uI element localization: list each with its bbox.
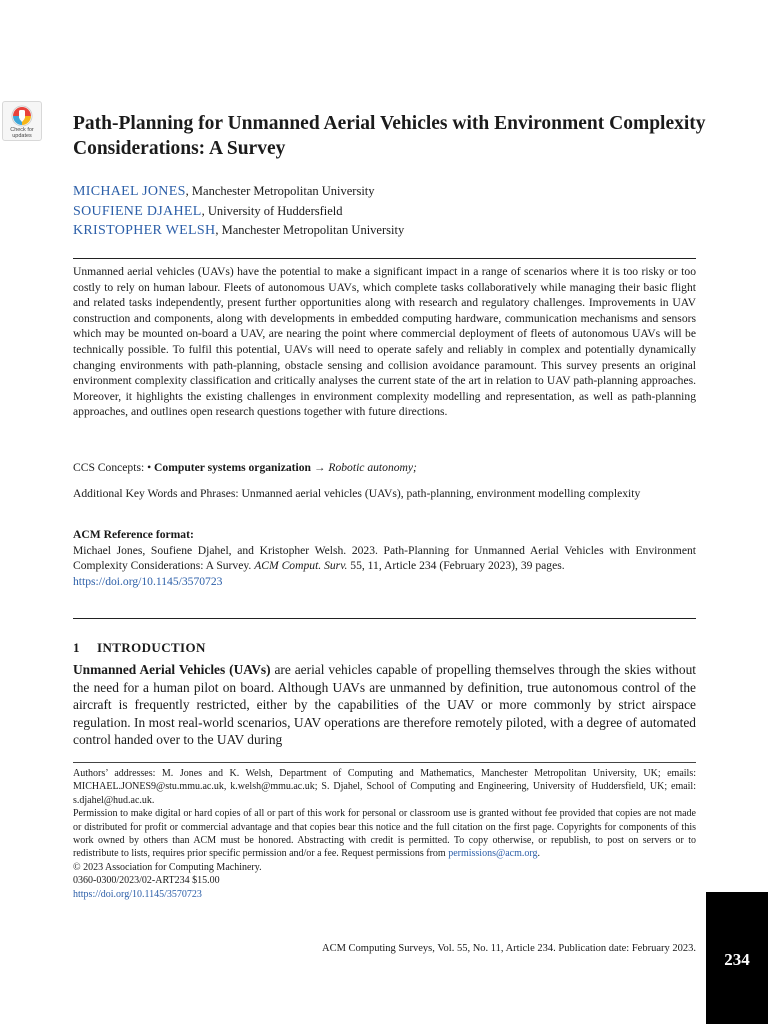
abstract: Unmanned aerial vehicles (UAVs) have the potential to make a significant impact in a range of scenarios where it is too risky or too costly to rely on human labour. Fleets of autonomous UAVs, which complete tasks collaboratively while managing their basic flight and related tasks independently, present further opportunities along with research and regulatory challenges. Improvements in UAV construction and components, along with developments in embedded computing hardware, communication mechanisms and sensors which may be mounted on-board a UAV, are nearing the point where commercial deployment of fleets of autonomous UAVs will be technically possible. To fulfil this potential, UAVs will need to operate safely and reliably in complex and potentially dynamically changing environments with path-planning, obstacle sensing and collision avoidance paramount. This survey presents an original environment complexity classification and critically analyses the current state of the art in relation to UAV path-planning approaches. Moreover, it highlights the existing challenges in environment complexity modelling and representation, as well as path-planning approaches, and outlines open research questions together with future directions. (73, 265, 696, 419)
acm-reference-text (73, 543, 696, 574)
copyright-line: © 2023 Association for Computing Machinery. (73, 861, 262, 873)
top-rule (73, 258, 696, 259)
author-name[interactable]: SOUFIENE DJAHEL (73, 203, 202, 219)
reference-details: 55, 11, Article 234 (February 2023), 39 pages. (347, 559, 565, 573)
reference-journal: ACM Comput. Surv. (254, 559, 348, 573)
acm-reference-heading: ACM Reference format: (73, 528, 194, 541)
section-number: 1 (73, 640, 80, 655)
intro-text: are aerial vehicles capable of propelling themselves through the skies without the need for a human pilot on board. Although UAVs are unmanned by definition, true autonomous control of the aircraft is frequently restricted, either by the capabilities of the UAV or more commonly by strict airspace regulation. In most real-world scenarios, UAV operations are therefore remotely piloted, with a degree of automated control handed over to the UAV during (73, 662, 696, 748)
footnote-doi-link[interactable]: https://doi.org/10.1145/3570723 (73, 888, 202, 900)
footnote-rule (73, 762, 696, 763)
keywords: Additional Key Words and Phrases: Unmanned aerial vehicles (UAVs), path-planning, environment modelling complexity (73, 487, 641, 500)
section-heading (73, 640, 696, 656)
check-for-updates-label: Check for updates (10, 127, 34, 139)
footnote (73, 767, 696, 901)
check-for-updates-badge[interactable] (2, 101, 42, 141)
author-entry: MICHAEL JONES, Manchester Metropolitan University (73, 184, 375, 199)
crossmark-icon (11, 105, 33, 127)
permission-text: Permission to make digital or hard copies of all or part of this work for personal or classroom use is granted without fee provided that copies are not made or distributed for profit or commercial advantage and that copies bear this notice and the full citation on the first page. Copyrights for components of this work owned by others than ACM must be honored. Abstracting with credit is permitted. To copy otherwise, or republish, to post on servers or to redistribute to lists, requires prior specific permission and/or a fee. Request permissions from (73, 808, 696, 860)
author-entry: KRISTOPHER WELSH, Manchester Metropolitan University (73, 223, 405, 238)
paper-title: Path-Planning for Unmanned Aerial Vehicles with Environment Complexity Considerations: A Survey (73, 113, 706, 159)
author-addresses: Authors’ addresses: M. Jones and K. Welsh, Department of Computing and Mathematics, Manchester Metropolitan University, UK; emails: MICHAEL.JONES9@stu.mmu.ac.uk, k.welsh@mmu.ac.uk; S. Djahel, School of Computing and Engineering, University of Huddersfield, UK; email: s.djahel@hud.ac.uk. (73, 768, 696, 806)
acm-reference (73, 527, 696, 589)
author-name[interactable]: MICHAEL JONES (73, 184, 186, 199)
author-list (73, 182, 693, 241)
bottom-rule (73, 618, 696, 619)
journal-footer: ACM Computing Surveys, Vol. 55, No. 11, Article 234. Publication date: February 2023. (322, 943, 696, 954)
issn-line: 0360-0300/2023/02-ART234 $15.00 (73, 875, 220, 887)
author-entry: SOUFIENE DJAHEL, University of Huddersfield (73, 203, 343, 219)
permissions-email-link[interactable]: permissions@acm.org (448, 848, 538, 860)
page-number: 234 (724, 950, 750, 969)
intro-paragraph (73, 661, 696, 749)
ccs-arrow: → (310, 461, 329, 474)
intro-lead: Unmanned Aerial Vehicles (UAVs) (73, 662, 271, 677)
author-affiliation: University of Huddersfield (207, 203, 343, 218)
reference-citation: Michael Jones, Soufiene Djahel, and Kristopher Welsh. 2023. Path-Planning for Unmanned Aerial Vehicles with Environment Complexity Considerations: A Survey. (73, 543, 696, 573)
author-affiliation: Manchester Metropolitan University (221, 223, 405, 237)
page-number-box (706, 892, 768, 1024)
ccs-subconcept: Robotic autonomy; (328, 461, 417, 474)
ccs-concepts (73, 460, 696, 476)
ccs-label: CCS Concepts: • (73, 461, 155, 474)
author-affiliation: Manchester Metropolitan University (191, 184, 375, 198)
reference-doi-link[interactable]: https://doi.org/10.1145/3570723 (73, 574, 223, 588)
author-name[interactable]: KRISTOPHER WELSH (73, 223, 216, 238)
ccs-concept: Computer systems organization (154, 461, 311, 474)
permission-notice (73, 807, 696, 861)
section-title: INTRODUCTION (97, 640, 206, 655)
permission-period: . (537, 848, 540, 860)
